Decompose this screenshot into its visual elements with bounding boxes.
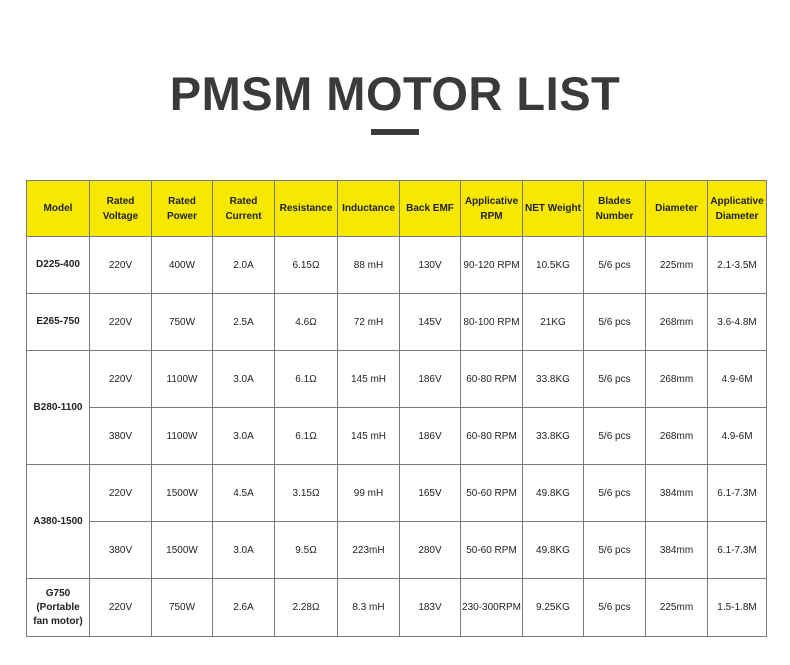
- table-cell: 220V: [90, 237, 152, 294]
- table-row: [27, 522, 767, 579]
- header-cell: Applicative Diameter: [708, 181, 767, 237]
- table-cell: 33.8KG: [523, 351, 584, 408]
- table-cell: 72 mH: [338, 294, 400, 351]
- table-cell: 380V: [90, 408, 152, 465]
- table-cell: 380V: [90, 522, 152, 579]
- table-cell: 1100W: [152, 408, 213, 465]
- table-row: [27, 465, 767, 522]
- table-cell: 6.1-7.3M: [708, 465, 767, 522]
- model-cell: B280-1100: [27, 351, 90, 465]
- table-cell: 1100W: [152, 351, 213, 408]
- table-cell: 9.5Ω: [275, 522, 338, 579]
- table-row: [27, 294, 767, 351]
- table-row: [27, 237, 767, 294]
- table-cell: 49.8KG: [523, 522, 584, 579]
- table-cell: 186V: [400, 351, 461, 408]
- table-cell: 90-120 RPM: [461, 237, 523, 294]
- table-cell: 60-80 RPM: [461, 351, 523, 408]
- table-row: [27, 351, 767, 408]
- table-cell: 2.5A: [213, 294, 275, 351]
- table-cell: 3.15Ω: [275, 465, 338, 522]
- table-cell: 33.8KG: [523, 408, 584, 465]
- table-cell: 3.6-4.8M: [708, 294, 767, 351]
- header-cell: Model: [27, 181, 90, 237]
- header-cell: Applicative RPM: [461, 181, 523, 237]
- table-cell: 220V: [90, 294, 152, 351]
- table-cell: 6.1Ω: [275, 351, 338, 408]
- table-cell: 60-80 RPM: [461, 408, 523, 465]
- table-cell: 2.28Ω: [275, 579, 338, 637]
- table-cell: 6.15Ω: [275, 237, 338, 294]
- table-cell: 5/6 pcs: [584, 579, 646, 637]
- table-cell: 230-300RPM: [461, 579, 523, 637]
- model-cell: E265-750: [27, 294, 90, 351]
- table-cell: 220V: [90, 351, 152, 408]
- table-cell: 145 mH: [338, 408, 400, 465]
- table-cell: 5/6 pcs: [584, 294, 646, 351]
- page-title: PMSM MOTOR LIST: [169, 67, 621, 120]
- table-cell: 5/6 pcs: [584, 465, 646, 522]
- table-cell: 130V: [400, 237, 461, 294]
- table-cell: 3.0A: [213, 522, 275, 579]
- table-cell: 220V: [90, 465, 152, 522]
- header-cell: NET Weight: [523, 181, 584, 237]
- table-cell: 5/6 pcs: [584, 408, 646, 465]
- table-cell: 5/6 pcs: [584, 237, 646, 294]
- header-cell: Blades Number: [584, 181, 646, 237]
- table-cell: 21KG: [523, 294, 584, 351]
- table-cell: 2.0A: [213, 237, 275, 294]
- table-cell: 165V: [400, 465, 461, 522]
- model-cell: D225-400: [27, 237, 90, 294]
- table-cell: 268mm: [646, 351, 708, 408]
- table-cell: 6.1-7.3M: [708, 522, 767, 579]
- table-cell: 220V: [90, 579, 152, 637]
- table-cell: 280V: [400, 522, 461, 579]
- header-cell: Rated Voltage: [90, 181, 152, 237]
- table-cell: 5/6 pcs: [584, 522, 646, 579]
- table-cell: 9.25KG: [523, 579, 584, 637]
- table-cell: 384mm: [646, 465, 708, 522]
- table-cell: 2.1-3.5M: [708, 237, 767, 294]
- table-cell: 225mm: [646, 579, 708, 637]
- table-cell: 750W: [152, 294, 213, 351]
- table-cell: 750W: [152, 579, 213, 637]
- table-cell: 145V: [400, 294, 461, 351]
- table-cell: 225mm: [646, 237, 708, 294]
- table-cell: 80-100 RPM: [461, 294, 523, 351]
- table-cell: 88 mH: [338, 237, 400, 294]
- table-cell: 145 mH: [338, 351, 400, 408]
- header-cell: Back EMF: [400, 181, 461, 237]
- motor-table: [26, 180, 767, 637]
- model-cell: G750 (Portable fan motor): [27, 579, 90, 637]
- header-cell: Diameter: [646, 181, 708, 237]
- header-cell: Rated Power: [152, 181, 213, 237]
- table-cell: 268mm: [646, 294, 708, 351]
- table-cell: 223mH: [338, 522, 400, 579]
- table-cell: 8.3 mH: [338, 579, 400, 637]
- table-cell: 99 mH: [338, 465, 400, 522]
- table-cell: 6.1Ω: [275, 408, 338, 465]
- title-underline: [371, 129, 419, 135]
- table-cell: 186V: [400, 408, 461, 465]
- table-cell: 384mm: [646, 522, 708, 579]
- table-cell: 1500W: [152, 522, 213, 579]
- table-cell: 183V: [400, 579, 461, 637]
- table-cell: 1500W: [152, 465, 213, 522]
- table-cell: 4.9-6M: [708, 408, 767, 465]
- table-cell: 5/6 pcs: [584, 351, 646, 408]
- header-cell: Rated Current: [213, 181, 275, 237]
- header-row: [27, 181, 767, 237]
- table-cell: 4.6Ω: [275, 294, 338, 351]
- table-row: [27, 579, 767, 637]
- table-cell: 4.9-6M: [708, 351, 767, 408]
- table-cell: 50-60 RPM: [461, 522, 523, 579]
- model-cell: A380-1500: [27, 465, 90, 579]
- table-cell: 50-60 RPM: [461, 465, 523, 522]
- table-cell: 49.8KG: [523, 465, 584, 522]
- table-cell: 268mm: [646, 408, 708, 465]
- header-cell: Resistance: [275, 181, 338, 237]
- table-row: [27, 408, 767, 465]
- table-cell: 2.6A: [213, 579, 275, 637]
- table-cell: 3.0A: [213, 351, 275, 408]
- table-cell: 4.5A: [213, 465, 275, 522]
- header-cell: Inductance: [338, 181, 400, 237]
- table-cell: 1.5-1.8M: [708, 579, 767, 637]
- table-cell: 10.5KG: [523, 237, 584, 294]
- table-cell: 400W: [152, 237, 213, 294]
- table-cell: 3.0A: [213, 408, 275, 465]
